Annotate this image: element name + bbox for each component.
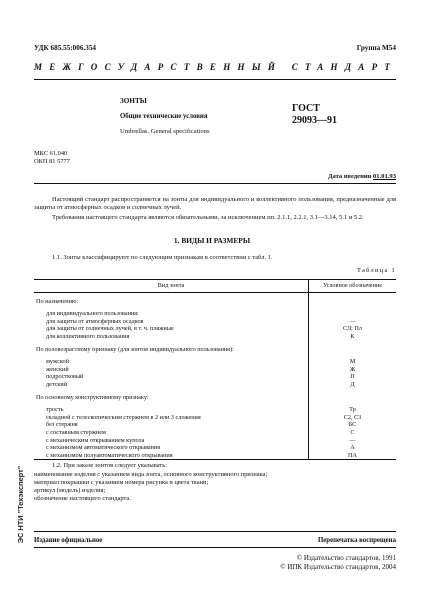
mks-code: МКС 61.040 — [34, 150, 68, 157]
list-item: артикул (модель) изделия; — [34, 487, 106, 494]
banner-rule — [34, 79, 396, 80]
list-item: материал покрышки с указанием номера рисунка и цвета ткани; — [34, 479, 209, 486]
row-label: для защиты от атмосферных осадков — [34, 318, 309, 326]
row-label: без стержня — [34, 421, 309, 429]
group-label: По назначению: — [34, 298, 309, 306]
list-item: обозначение настоящего стандарта. — [34, 495, 131, 502]
doc-title: ЗОНТЫ — [120, 97, 147, 105]
col-header-type: Вид зонта — [34, 280, 309, 293]
table-label: Таблица 1 — [356, 267, 396, 274]
row-label: с механизмом автоматического открывания — [34, 444, 309, 452]
intro-paragraph-2: Требования настоящего стандарта являются обязательными, за исключением пп. 2.1.1, 2.2.1, 3.1—3.14, 5.1 и 5.2. — [52, 214, 364, 221]
gost-label: ГОСТ — [292, 103, 320, 114]
footer-rule — [34, 531, 396, 532]
gost-number — [292, 103, 337, 127]
col-header-code: Условное обозначение — [309, 280, 397, 293]
row-label: для коллективного пользования — [34, 333, 309, 341]
row-label: с механизмом полуавтоматического открывания — [34, 452, 309, 460]
standard-banner: МЕЖГОСУДАРСТВЕННЫЙ СТАНДАРТ — [34, 62, 398, 72]
row-label: трость — [34, 406, 309, 414]
gost-code: 29093—91 — [292, 115, 337, 126]
intro-paragraph-1: Настоящий стандарт распространяется на зонты для индивидуального и коллективного пользования, предназначенные для защиты от атмосферных осадков и солнечных лучей. — [34, 196, 396, 212]
clause-1-2 — [34, 462, 396, 470]
table-row — [34, 381, 396, 389]
row-label: детский — [34, 381, 309, 389]
group-label: По половозрастному признаку (для зонтов индивидуального пользования): — [34, 346, 309, 354]
row-label: с составным стержнем — [34, 429, 309, 437]
group-label: По основному конструктивному признаку: — [34, 394, 309, 402]
table-row — [34, 414, 396, 422]
table-row — [34, 421, 396, 429]
copyright-1991: © Издательство стандартов, 1991 — [296, 554, 396, 562]
section-heading: 1. ВИДЫ И РАЗМЕРЫ — [173, 236, 251, 245]
row-label: для индивидуального пользования: — [34, 310, 309, 318]
official-edition: Издание официальное — [34, 537, 103, 544]
row-code: Д — [350, 380, 355, 388]
row-code: СЛ; Пл — [343, 325, 362, 333]
row-label: подростковый — [34, 373, 309, 381]
table-row — [34, 310, 396, 318]
table-row — [34, 358, 396, 366]
row-code: К — [350, 332, 355, 340]
row-label: складной с телескопическим стержнем в 2 или 3 сложения — [34, 414, 309, 422]
table-row — [34, 437, 396, 445]
group-code: Группа М54 — [356, 44, 396, 52]
table-row — [34, 366, 396, 374]
table-header-row — [34, 280, 396, 293]
row-label: мужской — [34, 358, 309, 366]
clause-1-2-lead: 1.2. При заказе зонтов следует указывать: — [52, 462, 168, 469]
row-code: БС — [348, 421, 357, 429]
row-code: А — [350, 444, 355, 452]
row-code: С2, С3 — [343, 413, 362, 421]
table-row — [34, 444, 396, 452]
effective-date — [328, 173, 396, 180]
table-group — [34, 298, 396, 306]
row-code: ПА — [309, 452, 397, 460]
row-code: — — [349, 317, 356, 325]
table-group — [34, 346, 396, 354]
row-code: П — [350, 373, 355, 381]
copyright-2004: © ИПК Издательство стандартов, 2004 — [280, 563, 396, 571]
row-code: С — [350, 428, 355, 436]
row-code: — — [349, 436, 356, 444]
okp-code: ОКП 81 5777 — [34, 158, 70, 165]
row-label: женский — [34, 366, 309, 374]
row-code: Тр — [349, 406, 356, 414]
side-stamp — [0, 0, 26, 600]
date-rule — [34, 183, 396, 184]
list-item: наименование изделия с указанием вида зонта, основного конструктивного признака; — [34, 471, 268, 478]
table-row — [34, 406, 396, 414]
order-list — [34, 471, 396, 503]
reprint-notice: Перепечатка воспрещена — [318, 537, 396, 544]
table-group — [34, 394, 396, 402]
udk-code: УДК 685.55:006.354 — [34, 44, 97, 52]
classification-codes — [34, 150, 70, 166]
row-label: для защиты от солнечных лучей, в т. ч. пляжные — [34, 325, 309, 333]
table-row — [34, 452, 396, 460]
table-row — [34, 318, 396, 326]
row-code: Ж — [349, 365, 356, 373]
table-row — [34, 429, 396, 437]
table-row — [34, 333, 396, 341]
footer-rule-2 — [34, 547, 396, 548]
date-label: Дата введения — [327, 173, 372, 180]
classification-table — [34, 279, 396, 460]
date-value: 01.01.93 — [372, 173, 396, 180]
side-stamp-text: ЭС НТИ "Техэксперт" — [16, 465, 26, 544]
table-row — [34, 373, 396, 381]
doc-subtitle-ru: Общие технические условия — [120, 113, 208, 120]
row-label: с механическим открыванием купола — [34, 437, 309, 445]
doc-subtitle-en: Umbrellas. General specifications — [120, 128, 210, 135]
row-code: М — [349, 358, 356, 366]
clause-1-1: 1.1. Зонты классифицируют по следующим признакам в соответствии с табл. 1. — [52, 254, 273, 261]
table-row — [34, 325, 396, 333]
